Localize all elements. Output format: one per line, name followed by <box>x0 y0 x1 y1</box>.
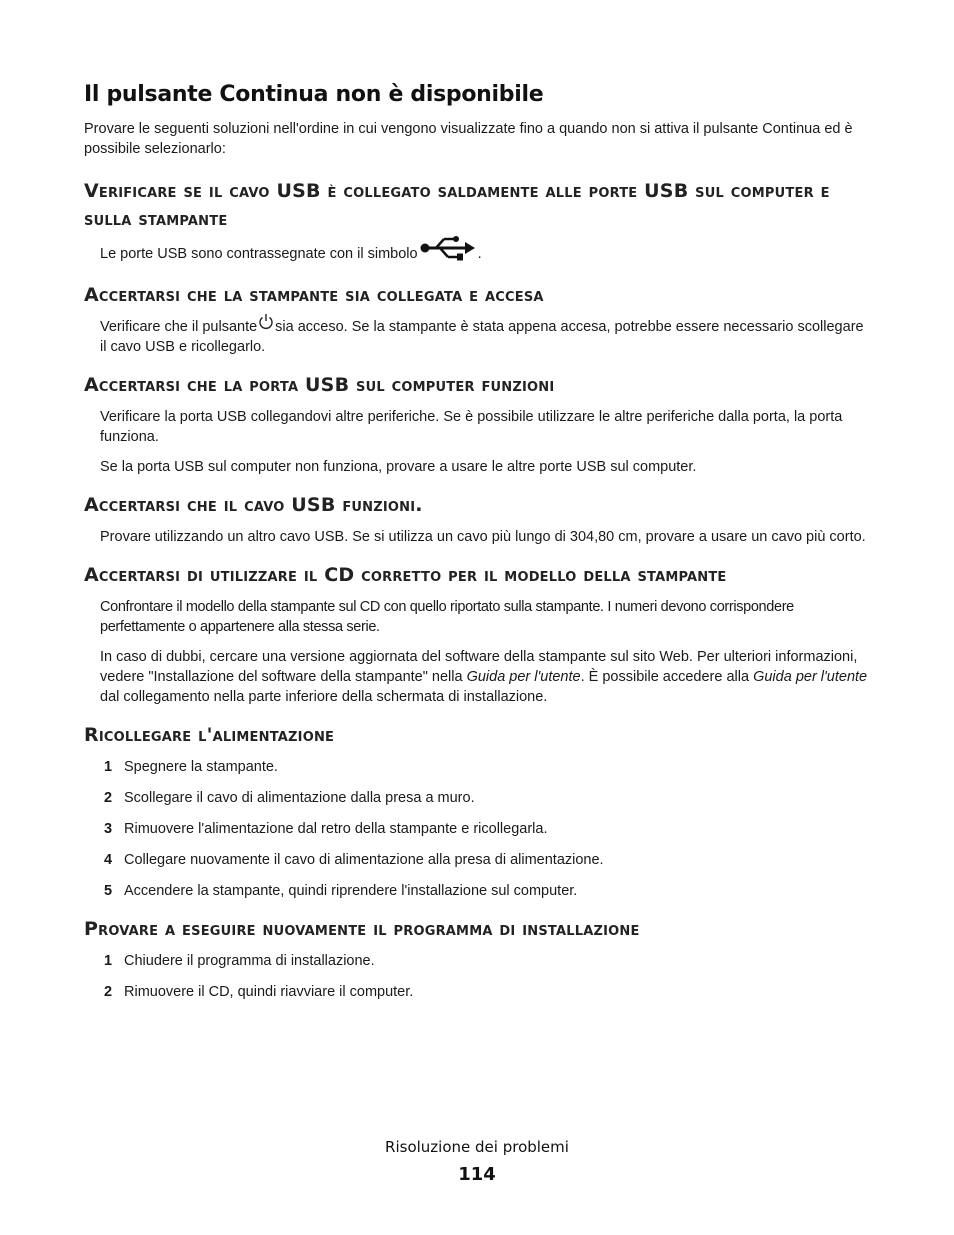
paragraph-text: dal collegamento nella parte inferiore della schermata di installazione. <box>100 689 548 706</box>
intro-paragraph: Provare le seguenti soluzioni nell'ordine in cui vengono visualizzate fino a quando non si attiva il pulsante Continua ed è possibile selezionarlo: <box>84 121 853 157</box>
steps-list <box>84 757 874 901</box>
section-usb-port <box>84 371 874 477</box>
paragraph-text: Verificare che il pulsante <box>100 319 258 335</box>
list-item <box>104 951 874 971</box>
paragraph-text: sia acceso. Se la stampante è stata appena accesa, potrebbe essere necessario scollegare il cavo USB e ricollegarlo. <box>100 319 864 356</box>
usb-symbol-icon <box>420 235 476 267</box>
step-number: 3 <box>104 821 113 838</box>
step-text: Rimuovere il CD, quindi riavviare il computer. <box>124 984 414 1001</box>
guide-reference: Guida per l'utente <box>466 669 581 686</box>
list-item <box>104 881 874 901</box>
footer-section-title: Risoluzione dei problemi <box>385 1138 569 1156</box>
paragraph-text: . È possibile accedere alla <box>580 669 754 686</box>
paragraph-text: Le porte USB sono contrassegnate con il simbolo <box>100 245 418 262</box>
section-heading: Accertarsi che la stampante sia collegata e accesa <box>84 284 544 306</box>
section-paragraph: Verificare la porta USB collegandovi altre periferiche. Se è possibile utilizzare le altre periferiche dalla porta, la porta funziona. <box>100 409 843 446</box>
step-number: 2 <box>104 790 113 807</box>
section-reconnect-power <box>84 721 874 901</box>
guide-reference: Guida per l'utente <box>753 669 868 686</box>
section-heading: Ricollegare l'alimentazione <box>84 724 335 747</box>
list-item <box>104 757 874 777</box>
step-number: 1 <box>104 759 113 776</box>
section-heading: Verificare se il cavo USB è collegato saldamente alle porte USB sul computer e sulla stampante <box>84 180 830 230</box>
step-text: Collegare nuovamente il cavo di alimentazione alla presa di alimentazione. <box>124 852 604 869</box>
section-printer-power <box>84 281 874 357</box>
steps-list <box>84 951 874 1002</box>
paragraph-text: . <box>477 245 482 262</box>
page-footer <box>0 1138 954 1185</box>
list-item <box>104 982 874 1002</box>
section-paragraph <box>100 241 874 267</box>
document-page <box>84 82 874 1016</box>
section-heading: Provare a eseguire nuovamente il programma di installazione <box>84 918 640 941</box>
section-correct-cd <box>84 561 874 707</box>
step-text: Spegnere la stampante. <box>124 759 278 776</box>
list-item <box>104 788 874 808</box>
section-paragraph: Se la porta USB sul computer non funziona, provare a usare le altre porte USB sul computer. <box>100 459 697 476</box>
step-text: Scollegare il cavo di alimentazione dalla presa a muro. <box>124 790 475 807</box>
section-usb-cable <box>84 177 874 267</box>
step-text: Chiudere il programma di installazione. <box>124 953 375 970</box>
paragraph-text: In caso di dubbi, cercare una versione aggiornata del software della stampante sul sito Web. Per ulteriori informazioni, vedere "Installazione del software della stampante" nella <box>100 649 858 686</box>
page-number: 114 <box>458 1164 496 1185</box>
section-paragraph <box>100 317 874 357</box>
section-paragraph: Confrontare il modello della stampante sul CD con quello riportato sulla stampante. I numeri devono corrispondere perfettamente o appartenere alla stessa serie. <box>100 599 794 636</box>
section-usb-cable-works <box>84 491 874 547</box>
list-item <box>104 850 874 870</box>
step-text: Rimuovere l'alimentazione dal retro della stampante e ricollegarla. <box>124 821 548 838</box>
section-paragraph: Provare utilizzando un altro cavo USB. Se si utilizza un cavo più lungo di 304,80 cm, provare a usare un cavo più corto. <box>100 529 866 546</box>
list-item <box>104 819 874 839</box>
power-icon <box>258 313 274 337</box>
section-heading: Accertarsi di utilizzare il CD corretto per il modello della stampante <box>84 564 727 587</box>
step-number: 5 <box>104 883 113 900</box>
step-number: 2 <box>104 984 113 1001</box>
section-paragraph <box>100 647 874 707</box>
section-heading: Accertarsi che il cavo USB funzioni. <box>84 494 423 517</box>
step-number: 4 <box>104 852 113 869</box>
step-text: Accendere la stampante, quindi riprendere l'installazione sul computer. <box>124 883 578 900</box>
page-title: Il pulsante Continua non è disponibile <box>84 82 544 107</box>
step-number: 1 <box>104 953 113 970</box>
section-rerun-installer <box>84 915 874 1002</box>
section-heading: Accertarsi che la porta USB sul computer funzioni <box>84 374 555 397</box>
